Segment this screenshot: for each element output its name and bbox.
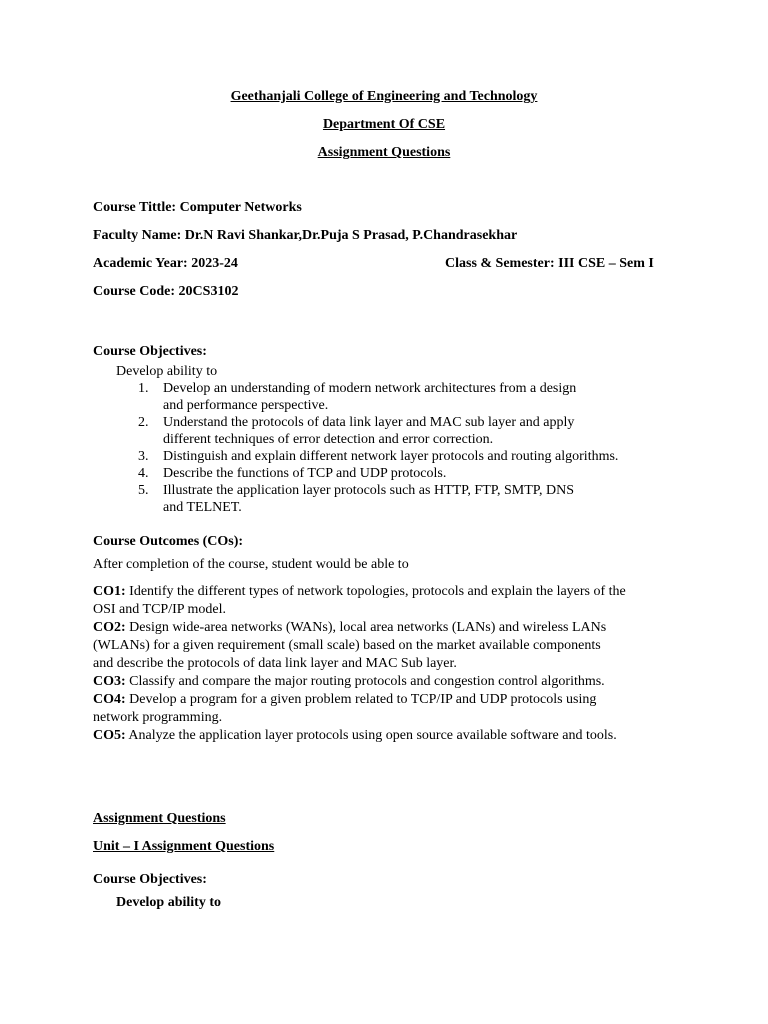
co-text: Analyze the application layer protocols using open source available software and tools. (128, 728, 617, 743)
list-item-text: Distinguish and explain different network layer protocols and routing algorithms. (163, 449, 619, 464)
list-item-text: Describe the functions of TCP and UDP protocols. (163, 466, 447, 481)
class-semester: Class & Semester: III CSE – Sem I (445, 256, 654, 271)
course-outcome-co4 (93, 691, 693, 727)
course-outcome-co5 (93, 727, 693, 745)
academic-year: Academic Year: 2023-24 (93, 256, 238, 271)
list-item (138, 482, 698, 516)
list-item-text: Develop an understanding of modern network architectures from a design (163, 381, 577, 396)
list-item-number: 4. (138, 466, 149, 481)
outcomes-heading: Course Outcomes (COs): (93, 534, 244, 549)
list-item (138, 380, 698, 414)
course-outcome-co2 (93, 619, 693, 673)
course-title: Course Tittle: Computer Networks (93, 200, 302, 215)
unit-objectives-intro: Develop ability to (116, 895, 221, 910)
unit-objectives-heading: Course Objectives: (93, 872, 207, 887)
course-outcome-co1 (93, 583, 693, 619)
list-item-text: Understand the protocols of data link layer and MAC sub layer and apply (163, 415, 575, 430)
co-label: CO2: (93, 620, 126, 635)
co-text: Classify and compare the major routing protocols and congestion control algorithms. (129, 674, 605, 689)
outcomes-intro: After completion of the course, student would be able to (93, 557, 409, 572)
list-item (138, 465, 698, 482)
co-text-continued: and describe the protocols of data link layer and MAC Sub layer. (93, 656, 457, 671)
list-item-text: Illustrate the application layer protocols such as HTTP, FTP, SMTP, DNS (163, 483, 575, 498)
college-name: Geethanjali College of Engineering and Technology (230, 89, 538, 104)
course-outcome-co3 (93, 673, 693, 691)
list-item-number: 2. (138, 415, 149, 430)
faculty-name: Faculty Name: Dr.N Ravi Shankar,Dr.Puja S Prasad, P.Chandrasekhar (93, 228, 518, 243)
list-item (138, 414, 698, 448)
document-title: Assignment Questions (317, 145, 451, 160)
co-text-continued: (WLANs) for a given requirement (small scale) based on the market available components (93, 638, 601, 653)
list-item-text-continued: and TELNET. (163, 500, 242, 515)
unit-heading: Unit – I Assignment Questions (93, 839, 275, 854)
list-item-text-continued: different techniques of error detection and error correction. (163, 432, 494, 447)
co-text-continued: OSI and TCP/IP model. (93, 602, 227, 617)
co-label: CO3: (93, 674, 126, 689)
co-text: Design wide-area networks (WANs), local area networks (LANs) and wireless LANs (129, 620, 607, 635)
co-label: CO5: (93, 728, 126, 743)
assignment-heading: Assignment Questions (93, 811, 226, 826)
co-label: CO1: (93, 584, 126, 599)
list-item-number: 5. (138, 483, 149, 498)
objectives-intro: Develop ability to (116, 364, 218, 379)
objectives-list (138, 380, 698, 516)
list-item-text-continued: and performance perspective. (163, 398, 329, 413)
co-text: Identify the different types of network topologies, protocols and explain the layers of the (129, 584, 626, 599)
department-name: Department Of CSE (322, 117, 446, 132)
list-item-number: 3. (138, 449, 149, 464)
objectives-heading: Course Objectives: (93, 344, 207, 359)
co-text-continued: network programming. (93, 710, 223, 725)
course-code: Course Code: 20CS3102 (93, 284, 239, 299)
list-item (138, 448, 698, 465)
co-text: Develop a program for a given problem related to TCP/IP and UDP protocols using (129, 692, 597, 707)
co-label: CO4: (93, 692, 126, 707)
list-item-number: 1. (138, 381, 149, 396)
